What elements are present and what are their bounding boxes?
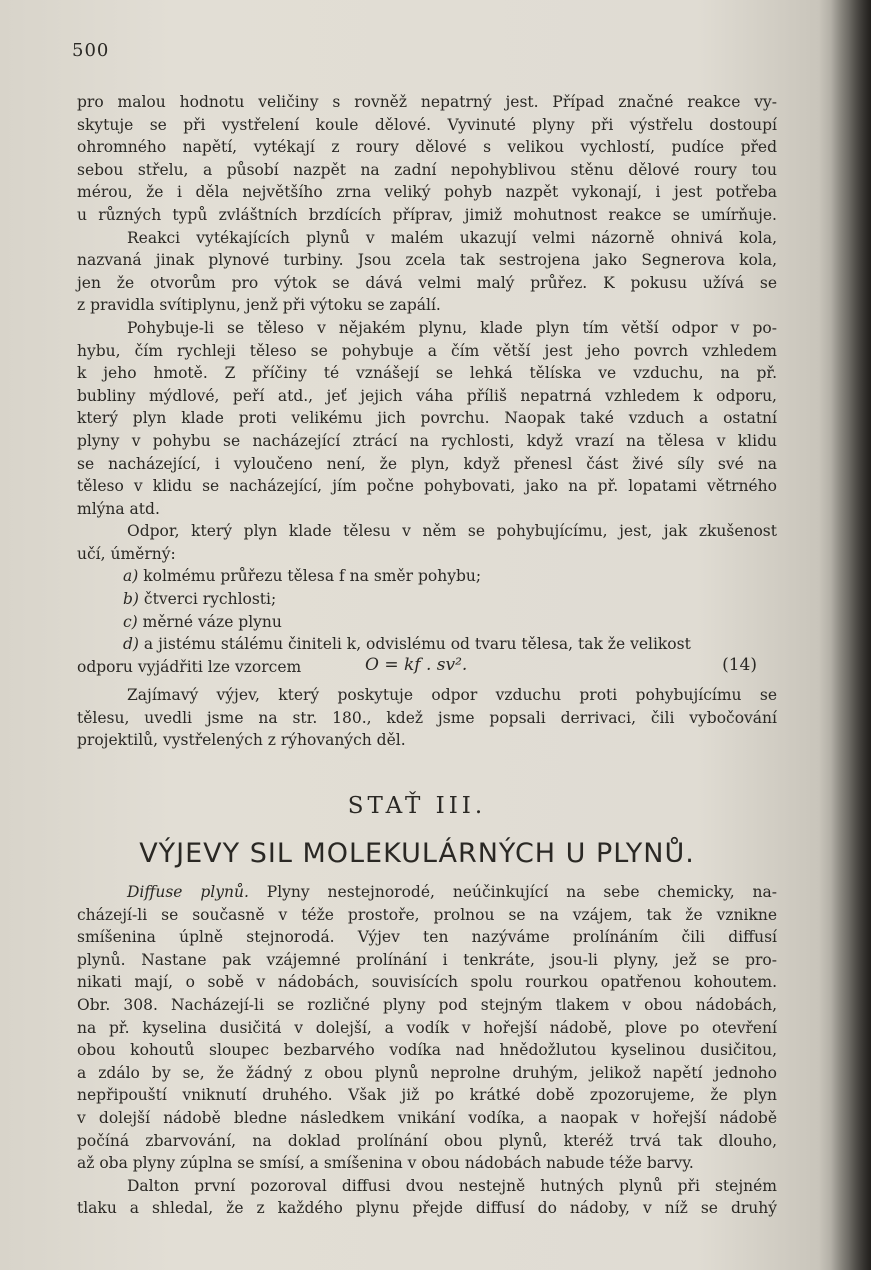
text-line: smíšenina úplně stejnorodá. Výjev ten nazýváme prolínáním čili diffusí: [77, 928, 777, 947]
section-label: STAŤ III.: [347, 793, 487, 819]
text-line: odporu vyjádřiti lze vzorcem: [77, 657, 302, 676]
text-line: Zajímavý výjev, který poskytuje odpor vzduchu proti pohybujícímu se: [127, 686, 777, 704]
list-label: a): [123, 567, 139, 586]
text-run: Plyny nestejnorodé, neúčinkující na sebe chemicky, na-: [266, 883, 777, 901]
list-item-c: [77, 611, 777, 634]
text-line: plynů. Nastane pak vzájemné prolínání i tenkráte, jsou-li plyny, jež se pro-: [77, 950, 777, 969]
list-item-a: [77, 565, 777, 588]
text-line: Odpor, který plyn klade tělesu v něm se pohybujícímu, jest, jak zkušenost: [127, 522, 777, 541]
text-line: hybu, čím rychleji těleso se pohybuje a čím větší jest jeho povrch vzhledem: [77, 341, 777, 360]
text-line: mérou, že i děla největšího zrna veliký pohyb nazpět vykonají, i jest potřeba: [77, 183, 777, 202]
text-line: pro malou hodnotu veličiny s rovněž nepatrný jest. Případ značné reakce vy-: [77, 93, 777, 111]
list-item-d: [77, 633, 777, 656]
text-line: z pravidla svítiplynu, jenž při výtoku se zapálí.: [77, 296, 441, 315]
list-text: kolmému průřezu tělesa f na směr pohybu;: [143, 567, 482, 586]
text-line: plyny v pohybu se nacházející ztrácí na rychlosti, když vrazí na tělesa v klidu: [77, 431, 777, 450]
run-in-heading: Diffuse plynů.: [127, 883, 249, 901]
text-line: v dolejší nádobě bledne následkem vnikání vodíka, a naopak v hořejší nádobě: [77, 1108, 777, 1127]
text-line: [77, 881, 777, 904]
text-line: Dalton první pozoroval diffusi dvou nestejně hutných plynů při stejném: [127, 1176, 777, 1195]
paragraph-reaction: [77, 91, 777, 678]
text-line: obou kohoutů sloupec bezbarvého vodíka nad hnědožlutou kyselinou dusičitou,: [77, 1041, 777, 1060]
text-line: nepřipouští vniknutí druhého. Však již po krátké době zpozorujeme, že plyn: [77, 1086, 777, 1105]
text-line: se nacházející, i vyloučeno není, že plyn, když přenesl část živé síly své na: [77, 454, 777, 473]
text-line: Pohybuje-li se těleso v nějakém plynu, klade plyn tím větší odpor v po-: [127, 318, 777, 337]
list-item-b: [77, 588, 777, 611]
text-line: jen že otvorům pro výtok se dává velmi malý průřez. K pokusu užívá se: [77, 273, 777, 292]
text-line: Obr. 308. Nacházejí-li se rozličné plyny pod stejným tlakem v obou nádobách,: [77, 995, 777, 1014]
text-line: učí, úměrný:: [77, 544, 176, 563]
text-line: projektilů, vystřelených z rýhovaných děl.: [77, 731, 406, 750]
formula-number: (14): [722, 655, 757, 675]
formula-expression: O = kf . sv².: [365, 655, 468, 675]
text-line: Reakci vytékajících plynů v malém ukazují velmi názorně ohnivá kola,: [127, 228, 777, 247]
text-line: a zdálo by se, že žádný z obou plynů neprolne druhým, jelikož napětí jednoho: [77, 1063, 777, 1082]
text-line: tlaku a shledal, že z každého plynu přejde diffusí do nádoby, v níž se druhý: [77, 1199, 777, 1218]
paragraph-projectile: [77, 684, 777, 752]
section-title: VÝJEVY SIL MOLEKULÁRNÝCH U PLYNŮ.: [139, 838, 695, 869]
text-line: až oba plyny zúplna se smísí, a smíšenina v obou nádobách nabude téže barvy.: [77, 1154, 694, 1173]
text-line: skytuje se při vystřelení koule dělové. Vyvinuté plyny při výstřelu dostoupí: [77, 115, 777, 134]
list-label: c): [123, 612, 138, 631]
text-line: cházejí-li se současně v téže prostoře, prolnou se na vzájem, tak že vzniknе: [77, 905, 777, 924]
list-text: čtverci rychlosti;: [143, 590, 277, 609]
text-line: ohromného napětí, vytékají z roury dělové s velikou vychlostí, pudíce před: [77, 138, 777, 157]
text-line: bubliny mýdlové, peří atd., jeť jejich váha příliš nepatrná vzhledem k odporu,: [77, 386, 777, 405]
text-line: nikati mají, o sobě v nádobách, souvisících spolu rourkou opatřenou kohoutem.: [77, 973, 777, 992]
page-number: 500: [72, 40, 110, 61]
text-line: tělesu, uvedli jsme na str. 180., kdež jsme popsali derrivaci, čili vybočování: [77, 708, 777, 727]
text-line: u různých typů zvláštních brzdících příprav, jimiž mohutnost reakce se umírňuje.: [77, 205, 777, 224]
list-text: a jistému stálému činiteli k, odvislému od tvaru tělesa, tak že velikost: [143, 635, 691, 654]
text-line: na př. kyselina dusičitá v dolejší, a vodík v hořejší nádobě, plove po otevření: [77, 1018, 777, 1037]
text-line: mlýna atd.: [77, 499, 160, 518]
paragraph-diffusion: [77, 881, 777, 1220]
text-line: k jeho hmotě. Z příčiny té vznášejí se lehká tělíska ve vzduchu, na př.: [77, 364, 777, 383]
page-edge-shadow: [831, 0, 871, 1270]
text-line: těleso v klidu se nacházející, jím počne pohybovati, jako na př. lopatami větrného: [77, 477, 777, 496]
text-line: sebou střelu, a působí nazpět na zadní nepohyblivou stěnu dělové roury tou: [77, 160, 777, 179]
list-text: měrné váze plynu: [142, 612, 282, 631]
text-line: který plyn klade proti velikému jich povrchu. Naopak také vzduch a ostatní: [77, 409, 777, 428]
list-label: d): [123, 635, 139, 654]
list-label: b): [123, 590, 139, 609]
text-line: nazvaná jinak plynové turbiny. Jsou zcela tak sestrojena jako Segnerova kola,: [77, 251, 777, 270]
text-line: počíná zbarvování, na doklad prolínání obou plynů, kteréž trvá tak dlouho,: [77, 1131, 777, 1150]
